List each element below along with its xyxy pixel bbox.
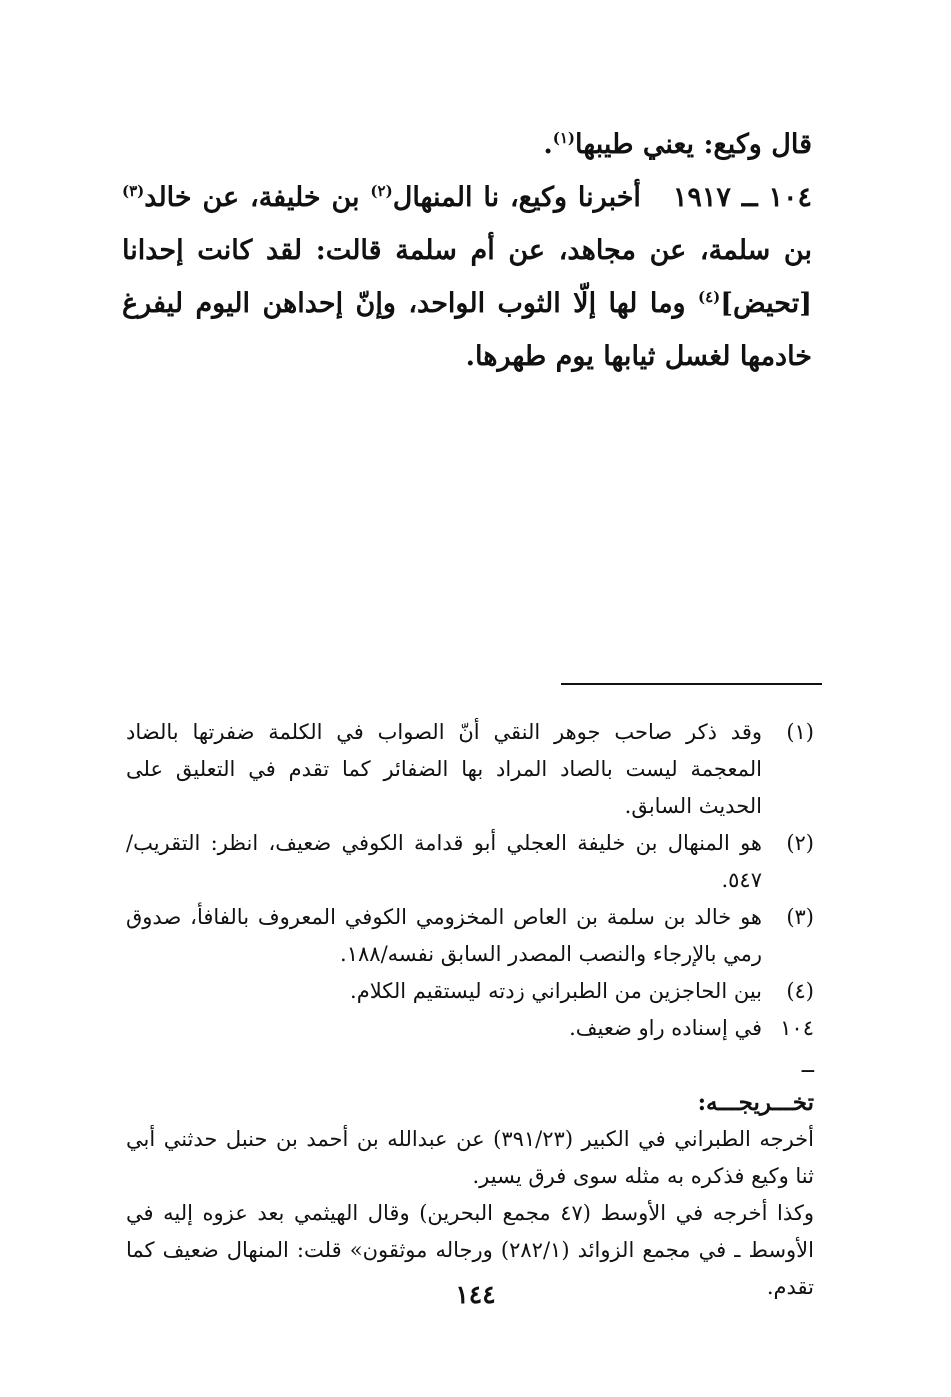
hadith-seg-2: بن خليفة، عن خالد xyxy=(144,182,371,213)
footnote-ref-2: (٢) xyxy=(370,182,393,200)
footnote-number: ١٠٤ ــ xyxy=(780,1016,814,1077)
takhrij-paragraph-2: وكذا أخرجه في الأوسط (٤٧ مجمع البحرين) وقال الهيثمي بعد عزوه إليه في الأوسط ـ في مجمع الزوائد (٢٨٢/١) ورجاله موثقون» قلت: المنهال ضعيف كما تقدم. xyxy=(126,1201,814,1299)
footnote-text: هو خالد بن سلمة بن العاص المخزومي الكوفي المعروف بالفافأ، صدوق رمي بالإرجاء والنصب المصدر السابق نفسه/١٨٨. xyxy=(126,905,762,966)
footnote-text: هو المنهال بن خليفة العجلي أبو قدامة الكوفي ضعيف، انظر: التقريب/٥٤٧. xyxy=(126,831,762,892)
line1-text: قال وكيع: يعني طيبها xyxy=(575,129,812,160)
footnote-text: في إسناده راو ضعيف. xyxy=(569,1016,762,1040)
footnote-number: (١) xyxy=(786,720,814,744)
footnote-text: وقد ذكر صاحب جوهر النقي أنّ الصواب في الكلمة ضفرتها بالضاد المعجمة ليست بالصاد المراد بها الضفائر كما تقدم في التعليق على الحديث السابق. xyxy=(126,720,762,818)
footnote-number: (٢) xyxy=(786,831,814,855)
footnote-ref-1: (١) xyxy=(552,129,576,147)
footnote-4 xyxy=(126,973,814,1010)
footnote-ref-3: (٣) xyxy=(122,182,145,200)
hadith-paragraph xyxy=(122,171,812,383)
takhrij-paragraph-1: أخرجه الطبراني في الكبير (٣٩١/٢٣) عن عبدالله بن أحمد بن حنبل حدثني أبي ثنا وكيع فذكره به مثله سوى فرق يسير. xyxy=(126,1127,814,1188)
footnote-text: بين الحاجزين من الطبراني زدته ليستقيم الكلام. xyxy=(350,979,762,1003)
footnote-2 xyxy=(126,825,814,899)
hadith-seg-3: بن سلمة، عن مجاهد، عن أم سلمة قالت: لقد كانت إحدانا [تحيض] xyxy=(122,235,812,319)
footnote-3 xyxy=(126,899,814,973)
hadith-seg-4: وما لها إلّا الثوب الواحد، وإنّ إحداهن اليوم ليفرغ خادمها لغسل ثيابها يوم طهرها. xyxy=(122,288,812,372)
line1-end: . xyxy=(543,129,553,160)
footnote-hadith-104 xyxy=(126,1010,814,1084)
hadith-number: ١٠٤ ــ ١٩١٧ xyxy=(672,182,813,213)
footnotes-section xyxy=(126,714,814,1306)
footnote-number: (٤) xyxy=(786,979,814,1003)
takhrij-heading: تخـــريجـــه: xyxy=(697,1089,814,1116)
hadith-seg-1: أخبرنا وكيع، نا المنهال xyxy=(392,182,641,213)
main-text xyxy=(122,118,812,383)
page-number: ١٤٤ xyxy=(455,1280,496,1309)
footnote-divider xyxy=(561,683,822,685)
footnote-1 xyxy=(126,714,814,825)
footnote-ref-4: (٤) xyxy=(698,288,721,306)
main-line-1 xyxy=(122,118,812,171)
footnote-number: (٣) xyxy=(786,905,814,929)
